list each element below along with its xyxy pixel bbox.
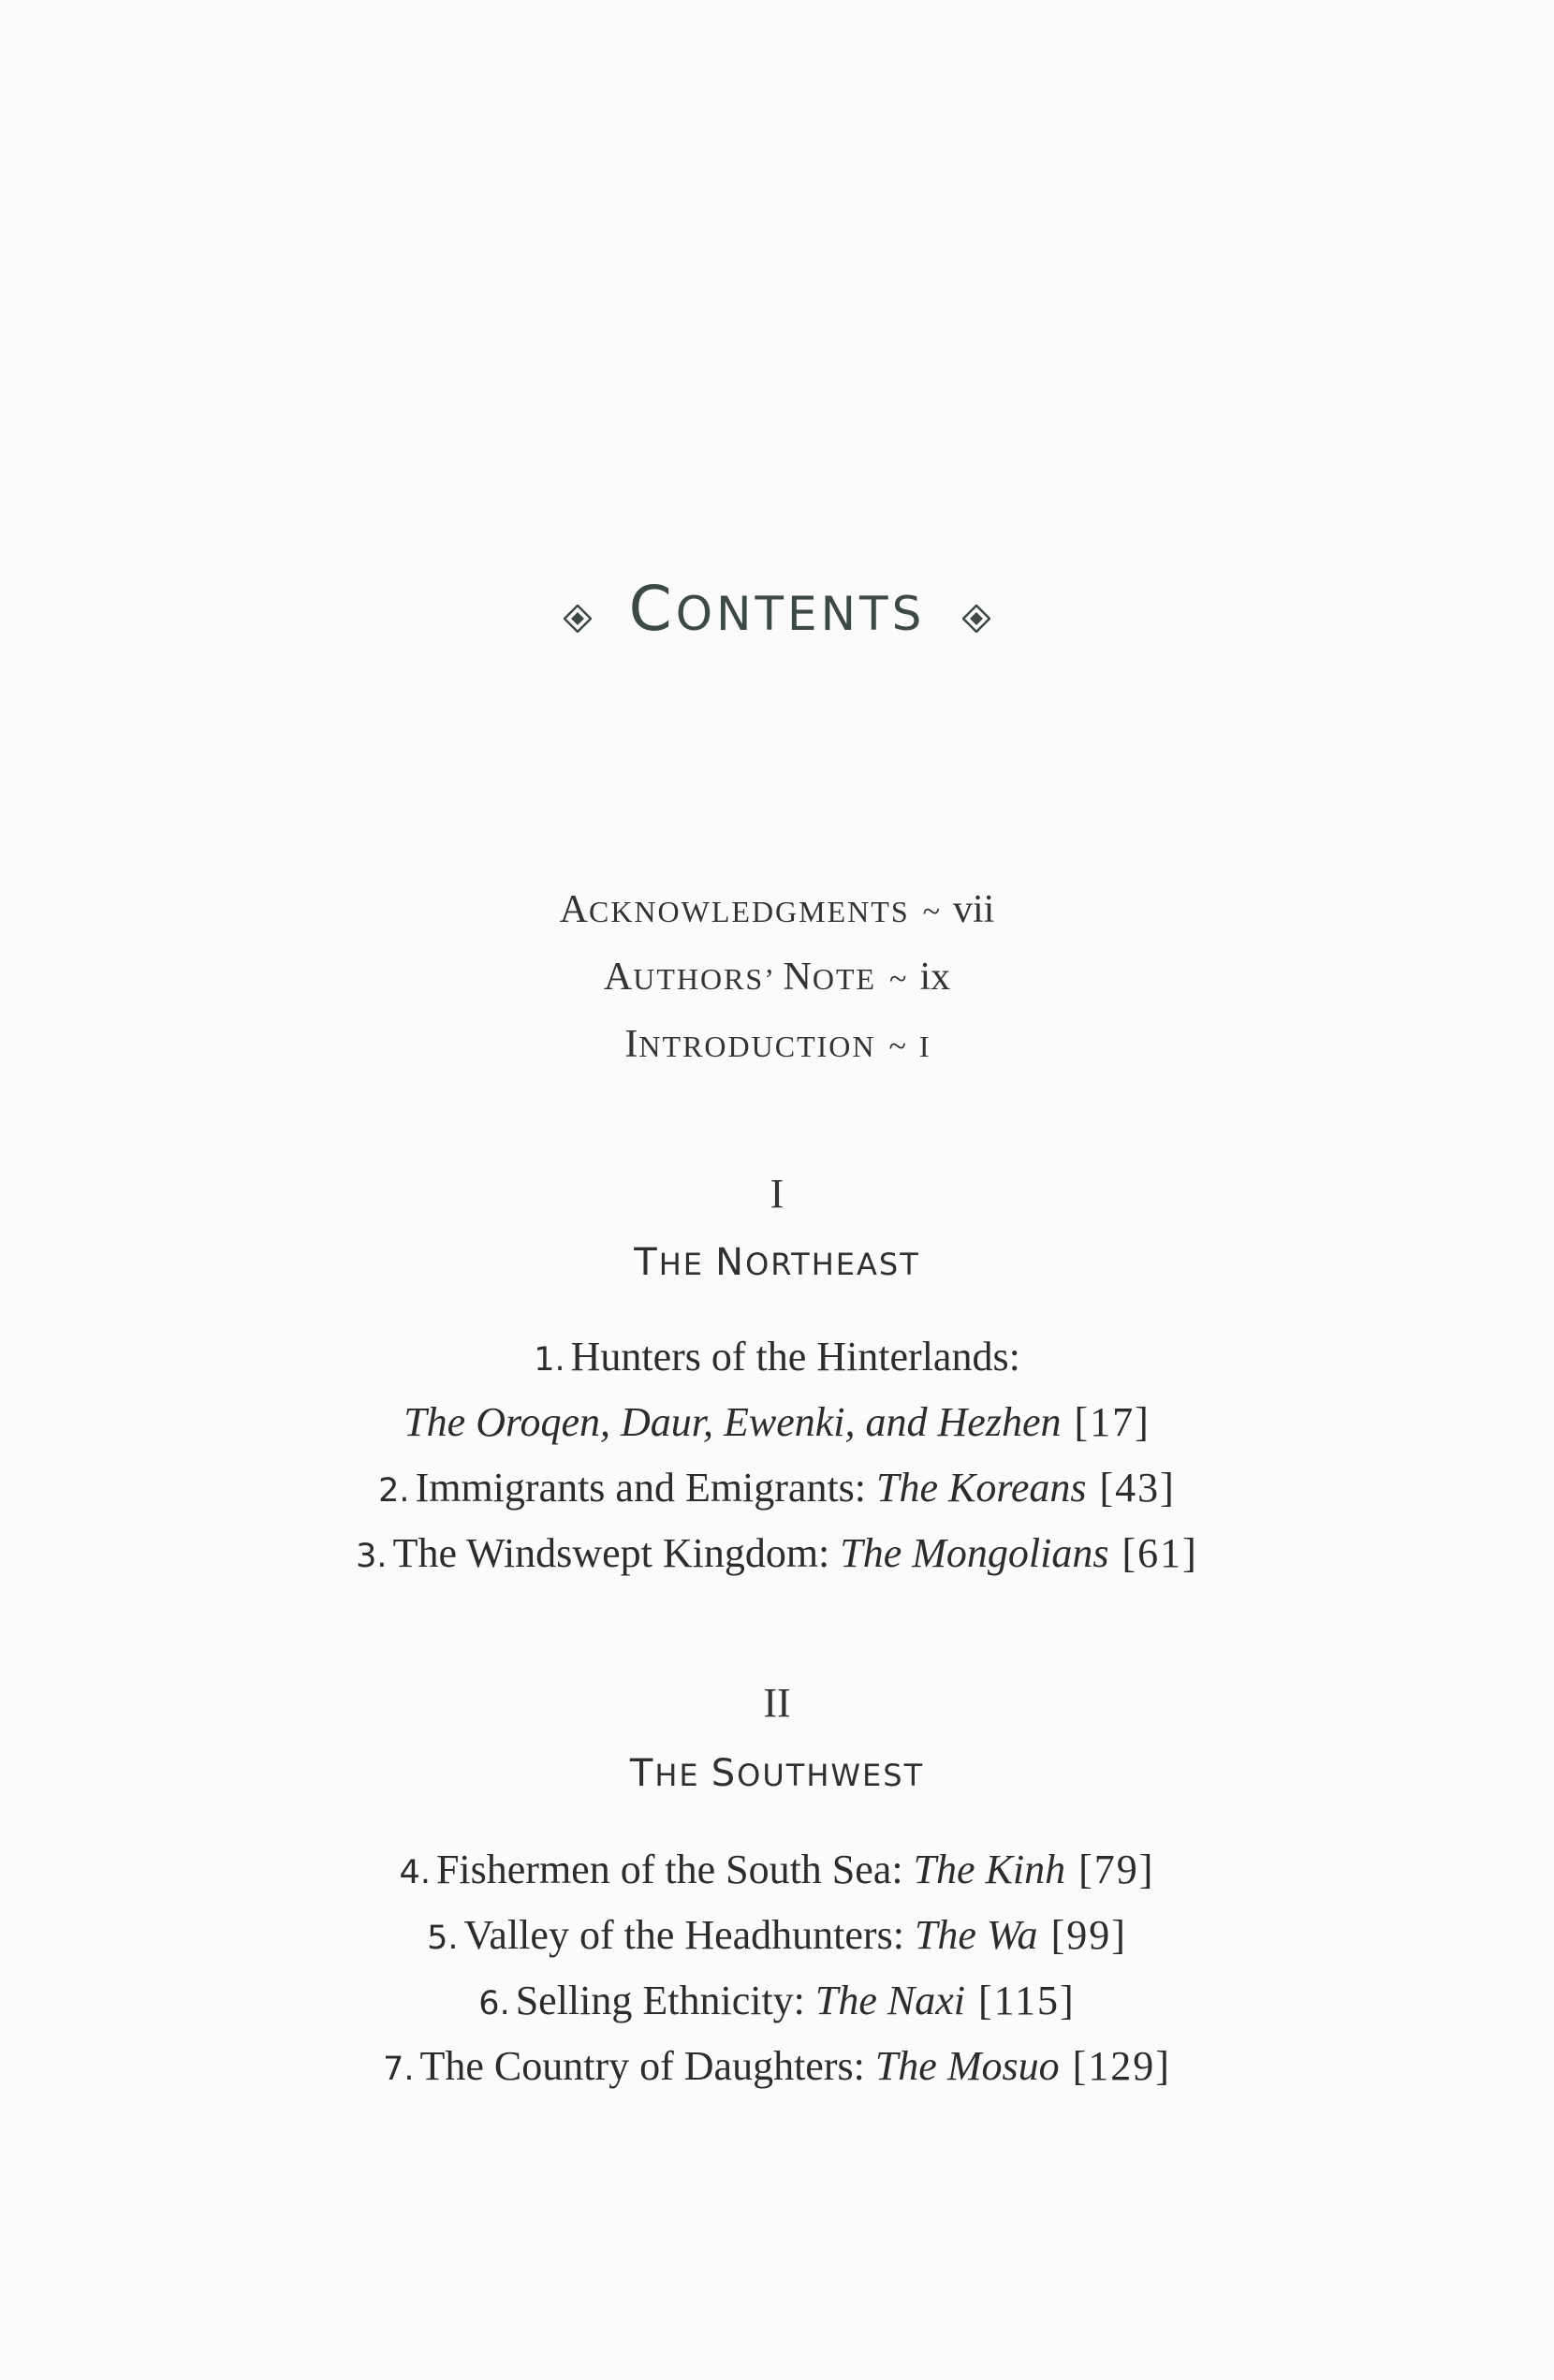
chapter-number: 1.	[534, 1341, 565, 1379]
page-reference: [115]	[978, 1978, 1076, 2023]
chapter-title: Fishermen of the South Sea:	[435, 1847, 914, 1892]
entry-initial-2: N	[783, 956, 813, 999]
entry-rest: CKNOWLEDGMENTS	[588, 895, 910, 928]
heading-initial: C	[628, 573, 676, 645]
page-reference: [17]	[1074, 1399, 1151, 1445]
front-matter-authors-note[interactable]	[0, 955, 1554, 1000]
title-initial: T	[634, 1241, 659, 1284]
entry-initial: A	[603, 956, 634, 999]
chapter-title: Immigrants and Emigrants:	[415, 1465, 877, 1511]
chapter-subtitle: The Koreans	[876, 1465, 1087, 1511]
title-initial: T	[629, 1752, 655, 1795]
chapter-entry[interactable]	[0, 1846, 1554, 1893]
entry-rest-2: OTE	[812, 962, 877, 996]
chapter-subtitle: The Mongolians	[840, 1530, 1109, 1576]
page-reference: [99]	[1050, 1912, 1127, 1958]
title-initial: N	[715, 1241, 746, 1284]
chapter-entry[interactable]	[0, 1529, 1554, 1577]
chapter-number: 4.	[399, 1854, 431, 1891]
front-matter-introduction[interactable]	[0, 1022, 1554, 1067]
chapter-entry[interactable]	[0, 1464, 1554, 1511]
chapter-number: 6.	[478, 1985, 510, 2022]
part-numeral: II	[763, 1680, 791, 1726]
part-numeral: I	[770, 1171, 784, 1217]
title-rest: ORTHEAST	[745, 1247, 920, 1282]
entry-rest: UTHORS’	[633, 962, 784, 996]
title-rest: HE	[658, 1247, 716, 1282]
front-matter-acknowledgments[interactable]	[0, 887, 1554, 932]
page-number: ix	[919, 956, 951, 999]
diamond-ornament-icon	[962, 605, 990, 633]
part-title	[0, 1752, 1554, 1795]
chapter-entry[interactable]	[0, 1977, 1554, 2024]
chapter-title: The Windswept Kingdom:	[392, 1530, 841, 1576]
title-rest: OUTHWEST	[737, 1758, 925, 1793]
separator: ~	[922, 895, 941, 929]
separator: ~	[888, 1029, 906, 1064]
page-reference: [61]	[1122, 1530, 1198, 1576]
chapter-entry-continued[interactable]	[0, 1398, 1554, 1446]
chapter-entry[interactable]	[0, 1333, 1554, 1380]
chapter-number: 5.	[427, 1920, 459, 1957]
title-rest: HE	[654, 1758, 711, 1793]
chapter-subtitle: The Kinh	[913, 1847, 1066, 1892]
contents-heading	[0, 573, 1554, 645]
chapter-number: 3.	[356, 1538, 388, 1575]
page-reference: [79]	[1078, 1847, 1155, 1892]
chapter-title: Hunters of the Hinterlands:	[570, 1334, 1020, 1380]
heading-rest: ONTENTS	[675, 587, 926, 641]
page-number: I	[918, 1029, 930, 1063]
chapter-title: Valley of the Headhunters:	[463, 1912, 915, 1958]
chapter-entry[interactable]	[0, 2042, 1554, 2090]
page-number: vii	[953, 888, 995, 931]
title-initial: S	[711, 1752, 738, 1795]
entry-initial: I	[624, 1023, 639, 1066]
chapter-subtitle: The Naxi	[814, 1978, 966, 2023]
chapter-number: 2.	[378, 1472, 410, 1510]
chapter-subtitle: The Wa	[914, 1912, 1038, 1958]
page-reference: [43]	[1099, 1465, 1176, 1511]
chapter-subtitle: The Mosuo	[874, 2043, 1060, 2089]
chapter-entry[interactable]	[0, 1911, 1554, 1959]
chapter-title: Selling Ethnicity:	[515, 1978, 815, 2023]
chapter-number: 7.	[383, 2051, 415, 2088]
page-reference: [129]	[1072, 2043, 1171, 2089]
part-title	[0, 1241, 1554, 1284]
chapter-subtitle: The Oroqen, Daur, Ewenki, and Hezhen	[403, 1399, 1062, 1445]
entry-rest: NTRODUCTION	[638, 1029, 876, 1063]
chapter-title: The Country of Daughters:	[419, 2043, 875, 2089]
separator: ~	[889, 962, 907, 997]
entry-initial: A	[559, 888, 589, 931]
diamond-ornament-icon	[564, 605, 592, 633]
